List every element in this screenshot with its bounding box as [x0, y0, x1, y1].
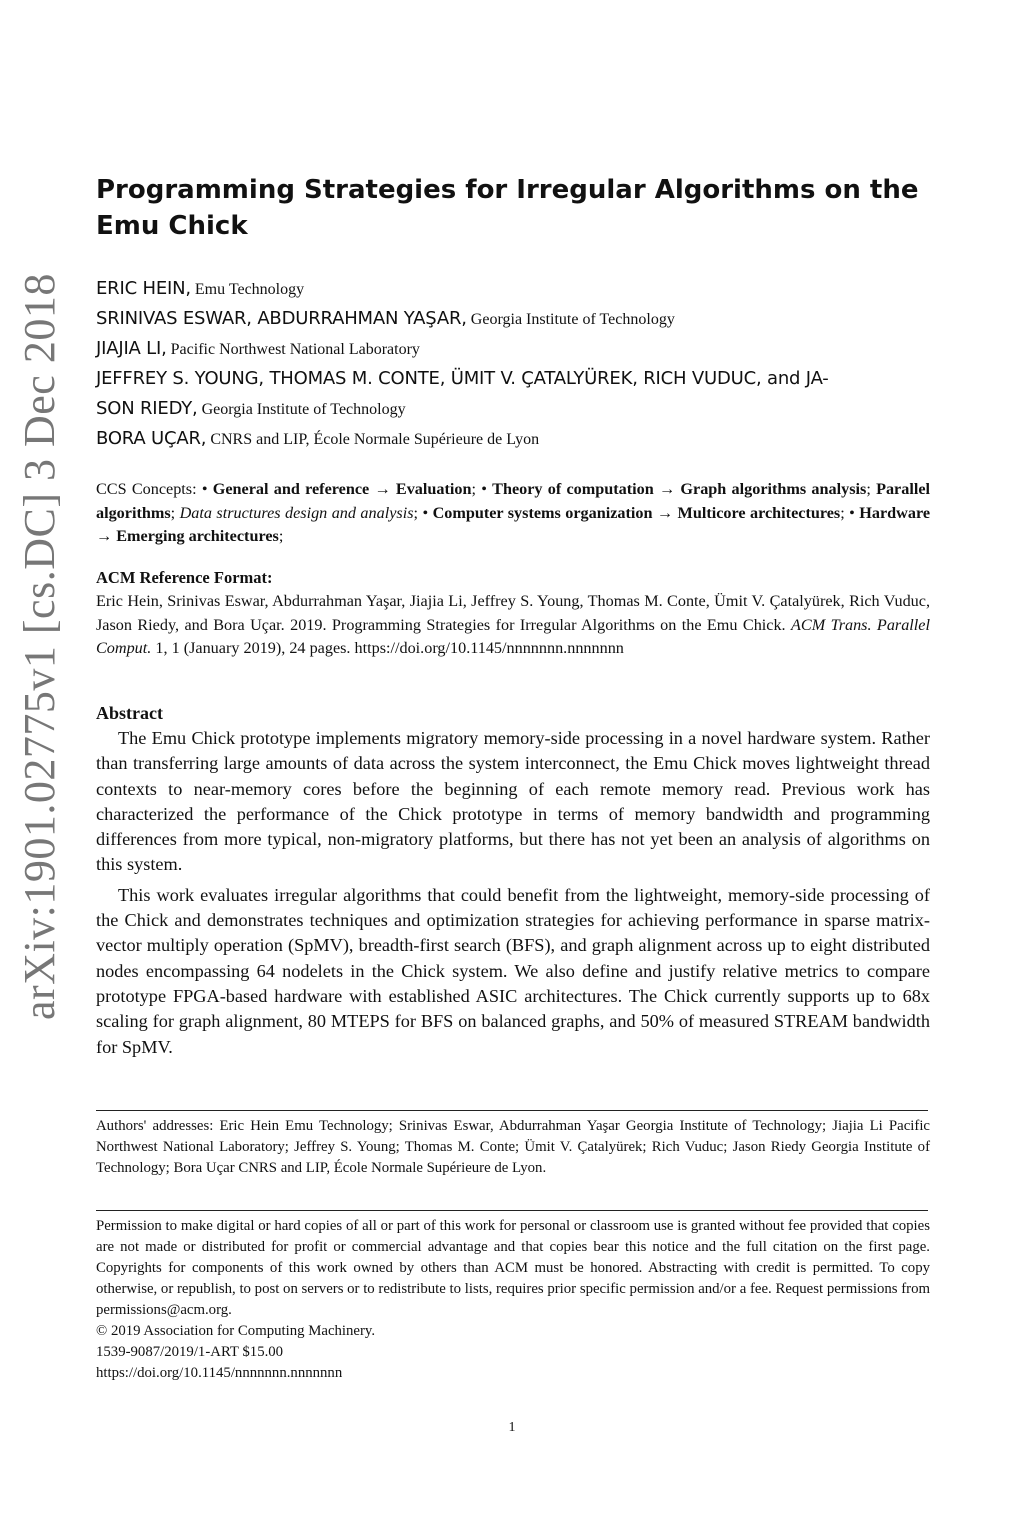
permission-text: Permission to make digital or hard copies of all or part of this work for personal or classroom use is granted without fee provided that copies are not made or distributed for profit or commercial advantage and that copies bear this notice and the full citation on the first page. Copyrights for components of this work owned by others than ACM must be honored. Abstracting with credit is permitted. To copy otherwise, or republish, to post on servers or to redistribute to lists, requires prior specific permission and/or a fee. Request permissions from permissions@acm.org. [96, 1218, 930, 1318]
author-names: BORA UÇAR, [96, 428, 207, 449]
authors-addresses: Authors' addresses: Eric Hein Emu Technology; Srinivas Eswar, Abdurrahman Yaşar Georgia Institute of Technology; Jiajia Li Pacific Northwest National Laboratory; Jeffrey S. Young; Thomas M. Conte; Ümit V. Çatalyürek; Rich Vuduc; Jason Riedy Georgia Institute of Technology; Bora Uçar CNRS and LIP, École Normale Supérieure de Lyon. [96, 1118, 930, 1176]
ccs-concept: General and reference [212, 480, 370, 498]
author-line [96, 364, 936, 394]
ccs-separator: ; [170, 503, 180, 522]
acm-reference-format [96, 566, 930, 661]
author-line [96, 424, 936, 454]
author-names: ERIC HEIN, [96, 278, 191, 299]
author-line [96, 274, 936, 304]
ccs-arrow: → [653, 480, 681, 498]
ccs-concept: Parallel algorithms [96, 480, 930, 522]
copyright-line: © 2019 Association for Computing Machinery. [96, 1323, 376, 1339]
ccs-concept: Data structures design and analysis [179, 503, 414, 522]
author-affiliation: CNRS and LIP, École Normale Supérieure de Lyon [210, 431, 540, 448]
title-line-1: Programming Strategies for Irregular Algorithms on the [96, 175, 919, 205]
ccs-prefix: CCS Concepts: • [96, 480, 213, 498]
ccs-end: ; [278, 527, 284, 545]
author-line [96, 394, 936, 424]
ccs-arrow: → [96, 527, 117, 545]
ccs-concept: Emerging architectures [116, 527, 279, 545]
author-affiliation: Georgia Institute of Technology [201, 401, 406, 418]
abstract-paragraph-2: This work evaluates irregular algorithms that could benefit from the lightweight, memory-side processing of the Chick and demonstrates techniques and optimization strategies for achieving performance in sparse matrix-vector multiply operation (SpMV), breadth-first search (BFS), and graph alignment across up to eight distributed nodes encompassing 64 nodelets in the Chick system. We also define and justify relative metrics to compare prototype FPGA-based hardware with established ASIC architectures. The Chick currently supports up to 68x scaling for graph alignment, 80 MTEPS for BFS on balanced graphs, and 50% of measured STREAM bandwidth for SpMV. [96, 884, 930, 1057]
author-affiliation: Georgia Institute of Technology [470, 311, 675, 328]
ccs-concept: Hardware [859, 503, 931, 522]
author-names: SRINIVAS ESWAR, ABDURRAHMAN YAŞAR, [96, 308, 467, 329]
issn-line: 1539-9087/2019/1-ART $15.00 [96, 1344, 284, 1360]
author-affiliation: Pacific Northwest National Laboratory [170, 341, 420, 358]
abstract-section [96, 700, 930, 1060]
author-line [96, 304, 936, 334]
ccs-arrow: → [369, 480, 396, 498]
abstract-paragraph-1: The Emu Chick prototype implements migratory memory-side processing in a novel hardware system. Rather than transferring large amounts of data across the system interconnect, the Emu Chick moves lightweight thread contexts to near-memory cores before the beginning of each remote memory read. Previous work has characterized the performance of the Chick prototype in terms of memory bandwidth and programming differences from more typical, non-migratory platforms, but there has not yet been an analysis of algorithms on this system. [96, 728, 930, 875]
ccs-concept: Evaluation [395, 480, 472, 498]
author-names: SON RIEDY, [96, 398, 198, 419]
ccs-concept: Theory of computation [492, 480, 654, 498]
paper-title [96, 172, 926, 244]
author-line [96, 334, 936, 364]
page-number: 1 [508, 1420, 516, 1435]
ccs-concept: Computer systems organization [432, 503, 653, 522]
ccs-concept: Multicore architectures [677, 503, 841, 522]
author-affiliation: Emu Technology [194, 281, 305, 298]
journal-name: ACM Trans. Parallel Comput. [96, 615, 930, 657]
title-line-2: Emu Chick [96, 211, 248, 241]
footnote-divider [96, 1110, 928, 1111]
ccs-separator: ; • [840, 503, 860, 522]
author-names: JIAJIA LI, [96, 338, 167, 359]
ccs-separator: ; • [471, 480, 493, 498]
ccs-separator: ; • [413, 503, 433, 522]
arxiv-sidebar-stamp: arXiv:1901.02775v1 [cs.DC] 3 Dec 2018 [15, 273, 64, 1020]
author-names: JEFFREY S. YOUNG, THOMAS M. CONTE, ÜMIT V. ÇATALYÜREK, RICH VUDUC, and JA- [96, 368, 829, 389]
permission-notice [96, 1216, 930, 1384]
acm-reference-heading: ACM Reference Format: [96, 568, 273, 587]
abstract-heading: Abstract [96, 703, 163, 723]
ccs-concept: Graph algorithms analysis [680, 480, 867, 498]
ccs-separator: ; [866, 480, 877, 498]
author-list [96, 274, 936, 454]
ccs-arrow: → [652, 503, 678, 522]
ccs-concepts [96, 478, 930, 549]
acm-reference-text: Eric Hein, Srinivas Eswar, Abdurrahman Yaşar, Jiajia Li, Jeffrey S. Young, Thomas M. Conte, Ümit V. Çatalyürek, Rich Vuduc, Jason Riedy, and Bora Uçar. 2019. Programming Strategies for Irregular Algorithms on the Emu Chick. ACM Trans. Parallel Comput. 1, 1 (January 2019), 24 pages. https://doi.org/10.1145/nnnnnnn.nnnnnnn [96, 592, 930, 657]
permission-divider [96, 1210, 928, 1211]
doi-line: https://doi.org/10.1145/nnnnnnn.nnnnnnn [96, 1365, 343, 1381]
